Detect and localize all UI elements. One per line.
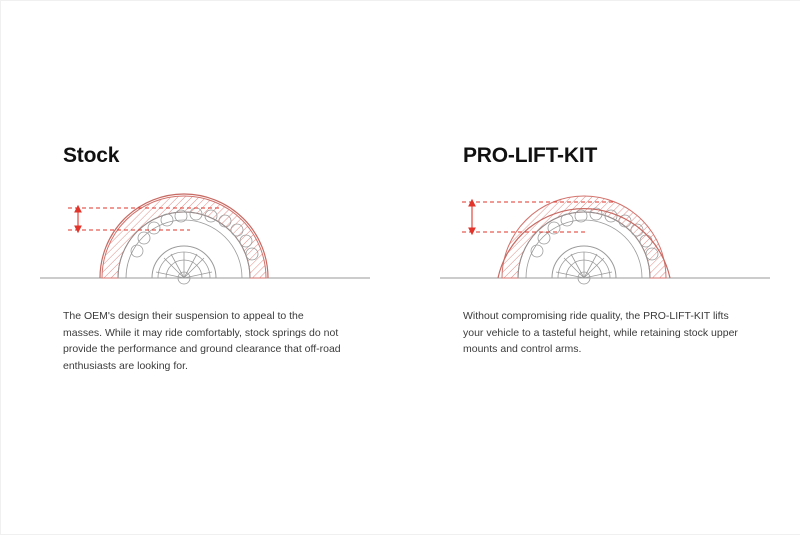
panel-body-stock: The OEM's design their suspension to appeal to the masses. While it may ride comfortably, stock springs do not provide the performance and ground clearance that off-road enthusiasts are looking for. xyxy=(63,310,341,372)
panel-pro-lift-kit xyxy=(400,0,800,534)
panel-title-stock: Stock xyxy=(63,144,120,167)
figure-stock xyxy=(40,186,370,298)
panel-title-pro-lift-kit: PRO-LIFT-KIT xyxy=(463,144,598,167)
figure-pro-lift-kit xyxy=(440,186,770,298)
wheel-spokes xyxy=(556,252,612,278)
wheel-spokes xyxy=(156,252,212,278)
panel-stock xyxy=(0,0,400,534)
measure-arrow xyxy=(469,200,475,234)
panel-body-pro-lift-kit: Without compromising ride quality, the PRO-LIFT-KIT lifts your vehicle to a tasteful height, while retaining stock upper mounts and control arms. xyxy=(463,310,738,355)
measure-arrow xyxy=(75,206,81,232)
